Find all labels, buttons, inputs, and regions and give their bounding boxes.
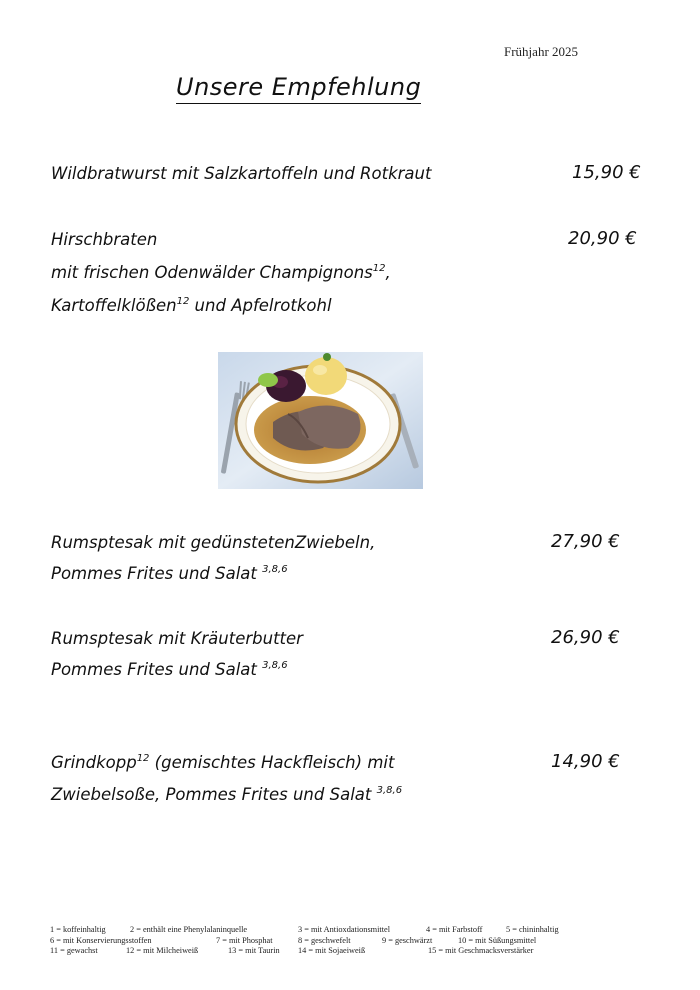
dish-4-line-2: Pommes Frites und Salat $^{3,8,6}$ xyxy=(51,660,288,679)
legend-entry: 5 = chininhaltig xyxy=(506,925,559,934)
legend-entry: 10 = mit Süßungsmittel xyxy=(458,935,537,945)
dish-1-price: 15,90 € xyxy=(572,162,641,183)
legend-entry: 1 = koffeinhaltig xyxy=(50,925,106,934)
dish-3-line-2: Pommes Frites und Salat $^{3,8,6}$ xyxy=(51,564,288,583)
allergen-superscript: 12 xyxy=(372,263,386,274)
legend-entry: 14 = mit Sojaeiweiß xyxy=(298,946,366,955)
legend-entry: 12 = mit Milcheiweiß xyxy=(126,946,199,955)
legend-entry: 8 = geschwefelt xyxy=(298,935,351,945)
legend-row xyxy=(50,936,610,947)
allergen-superscript: 3,8,6 xyxy=(376,785,403,796)
dish-4-line-1: Rumsptesak mit Kräuterbutter xyxy=(51,629,303,648)
legend-entry: 3 = mit Antioxdationsmittel xyxy=(298,925,391,934)
legend-entry: 13 = mit Taurin xyxy=(228,946,280,955)
dish-2-line-2: mit frischen Odenwälder Champignons$^{12}$, xyxy=(51,263,391,282)
legend-entry: 6 = mit Konservierungsstoffen xyxy=(50,935,152,945)
allergen-legend xyxy=(50,925,610,957)
season-label: Frühjahr 2025 xyxy=(504,44,579,59)
dish-2-line-1: Hirschbraten xyxy=(51,230,158,249)
legend-entry: 9 = geschwärzt xyxy=(382,935,433,945)
dish-5-line-1: Grindkopp$^{12}$ (gemischtes Hackfleisch) mit xyxy=(51,753,395,772)
dish-photo xyxy=(218,352,423,489)
dish-3-price: 27,90 € xyxy=(551,531,620,552)
allergen-superscript: 3,8,6 xyxy=(262,660,288,671)
legend-row xyxy=(50,925,610,936)
dish-1-line-1: Wildbratwurst mit Salzkartoffeln und Rotkraut xyxy=(51,164,432,183)
page-title: Unsere Empfehlung xyxy=(176,72,421,104)
dish-2-line-3: Kartoffelklößen$^{12}$ und Apfelrotkohl xyxy=(51,296,332,315)
dish-2-price: 20,90 € xyxy=(568,228,637,249)
allergen-superscript: 3,8,6 xyxy=(262,564,288,575)
dish-5-price: 14,90 € xyxy=(551,751,620,772)
allergen-superscript: 12 xyxy=(176,296,190,307)
dish-3-line-1: Rumsptesak mit gedünstetenZwiebeln, xyxy=(51,533,376,552)
allergen-superscript: 12 xyxy=(136,753,150,764)
dish-5-line-2: Zwiebelsoße, Pommes Frites und Salat $^{3,8,6}$ xyxy=(51,785,403,804)
legend-entry: 4 = mit Farbstoff xyxy=(426,925,483,934)
legend-entry: 11 = gewachst xyxy=(50,946,98,955)
legend-entry: 15 = mit Geschmacksverstärker xyxy=(428,946,534,955)
dish-4-price: 26,90 € xyxy=(551,627,620,648)
legend-entry: 7 = mit Phosphat xyxy=(216,935,273,945)
legend-row xyxy=(50,946,610,957)
legend-entry: 2 = enthält eine Phenylalaninquelle xyxy=(130,925,248,934)
